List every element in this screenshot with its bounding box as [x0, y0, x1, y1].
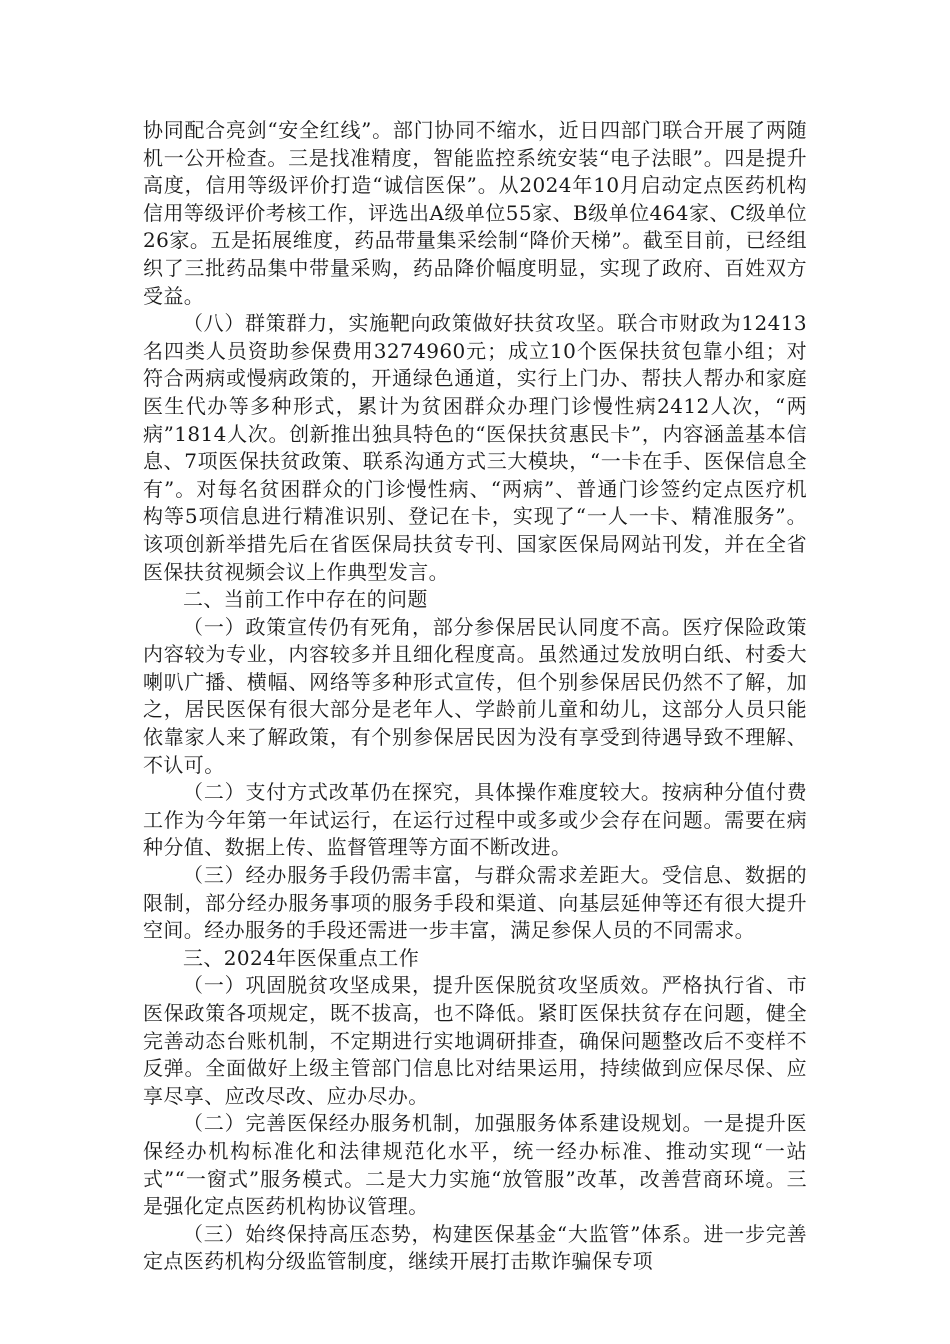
paragraph-problem-2: （二）支付方式改革仍在探究，具体操作难度较大。按病种分值付费工作为今年第一年试运行，在运行过程中或多或少会存在问题。需要在病种分值、数据上传、监督管理等方面不断改进。	[143, 780, 807, 860]
paragraph-section-8: （八）群策群力，实施靶向政策做好扶贫攻坚。联合市财政为12413名四类人员资助参保费用3274960元；成立10个医保扶贫包靠小组；对符合两病或慢病政策的，开通绿色通道，实行上门办、帮扶人帮办和家庭医生代办等多种形式，累计为贫困群众办理门诊慢性病2412人次，“两病”1814人次。创新推出独具特色的“医保扶贫惠民卡”，内容涵盖基本信息、7项医保扶贫政策、联系沟通方式三大模块，“一卡在手、医保信息全有”。对每名贫困群众的门诊慢性病、“两病”、普通门诊签约定点医疗机构等5项信息进行精准识别、登记在卡，实现了“一人一卡、精准服务”。该项创新举措先后在省医保局扶贫专刊、国家医保局网站刊发，并在全省医保扶贫视频会议上作典型发言。	[143, 311, 807, 584]
paragraph-key-work-1: （一）巩固脱贫攻坚成果，提升医保脱贫攻坚质效。严格执行省、市医保政策各项规定，既不拔高，也不降低。紧盯医保扶贫存在问题，健全完善动态台账机制，不定期进行实地调研排查，确保问题整改后不变样不反弹。全面做好上级主管部门信息比对结果运用，持续做到应保尽保、应享尽享、应改尽改、应办尽办。	[143, 973, 807, 1108]
paragraph-key-work-3: （三）始终保持高压态势，构建医保基金“大监管”体系。进一步完善定点医药机构分级监管制度，继续开展打击欺诈骗保专项	[143, 1221, 807, 1274]
document-body	[143, 117, 807, 1276]
paragraph-problem-3: （三）经办服务手段仍需丰富，与群众需求差距大。受信息、数据的限制，部分经办服务事项的服务手段和渠道、向基层延伸等还有很大提升空间。经办服务的手段还需进一步丰富，满足参保人员的不同需求。	[143, 863, 807, 943]
paragraph-continued: 协同配合亮剑“安全红线”。部门协同不缩水，近日四部门联合开展了两随机一公开检查。三是找准精度，智能监控系统安装“电子法眼”。四是提升高度，信用等级评价打造“诚信医保”。从2024年10月启动定点医药机构信用等级评价考核工作，评选出A级单位55家、B级单位464家、C级单位26家。五是拓展维度，药品带量集采绘制“降价天梯”。截至目前，已经组织了三批药品集中带量采购，药品降价幅度明显，实现了政府、百姓双方受益。	[143, 118, 807, 308]
section-heading-problems: 二、当前工作中存在的问题	[183, 587, 428, 612]
paragraph-key-work-2: （二）完善医保经办服务机制，加强服务体系建设规划。一是提升医保经办机构标准化和法律规范化水平，统一经办标准、推动实现“一站式”“一窗式”服务模式。二是大力实施“放管服”改革，改善营商环境。三是强化定点医药机构协议管理。	[143, 1111, 807, 1219]
section-heading-key-work: 三、2024年医保重点工作	[183, 945, 420, 970]
paragraph-problem-1: （一）政策宣传仍有死角，部分参保居民认同度不高。医疗保险政策内容较为专业，内容较多并且细化程度高。虽然通过发放明白纸、村委大喇叭广播、横幅、网络等多种形式宣传，但个别参保居民仍然不了解，加之，居民医保有很大部分是老年人、学龄前儿童和幼儿，这部分人员只能依靠家人来了解政策，有个别参保居民因为没有享受到待遇导致不理解、不认可。	[143, 614, 807, 777]
